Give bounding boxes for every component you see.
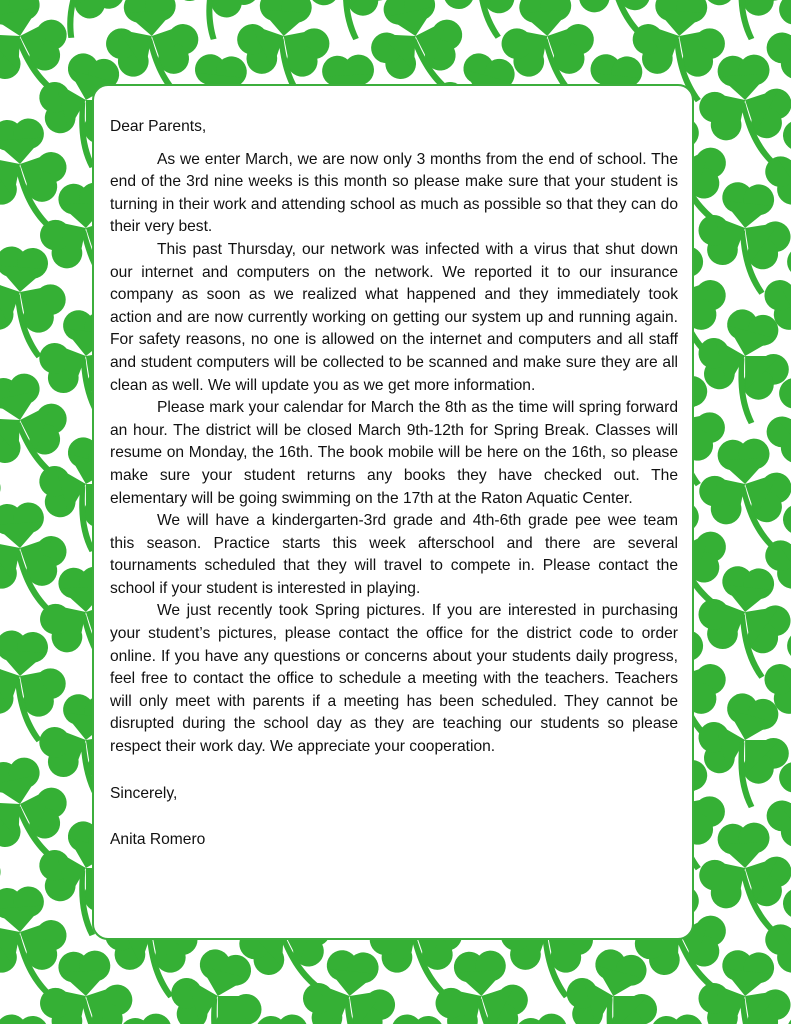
shamrock-icon <box>0 500 76 617</box>
letter-signature: Anita Romero <box>110 831 206 849</box>
letter-paragraph-5: We just recently took Spring pictures. If you are interested in purchasing your student’s pictures, please contact the office for the district code to order online. If you have any questions or concerns about your students daily progress, feel free to contact the office to schedule a meeting with the teachers. Teachers will only meet with parents if a meeting has been scheduled. They cannot be disrupted during the school day as they are teaching our students so please respect their work day. We appreciate your cooperation. <box>110 602 678 756</box>
shamrock-icon <box>0 884 76 1001</box>
shamrock-icon <box>0 116 76 233</box>
letter-closing: Sincerely, <box>110 784 178 802</box>
letter-paragraph-2: This past Thursday, our network was infected with a virus that shut down our internet and computers on the network. We reported it to our insurance company as soon as we realized what happened and they immediately took action and are now currently working on getting our system up and running again. For safety reasons, no one is allowed on the internet and computers and all staff and student computers will be collected to be scanned and make sure they are all clean as well. We will update you as we get more information. <box>110 240 678 394</box>
letter-paragraph-3: Please mark your calendar for March the 8th as the time will spring forward an hour. The district will be closed March 9th-12th for Spring Break. Classes will resume on Monday, the 16th. The book mobile will be here on the 16th, so please make sure your student returns any books they have checked out. The elementary will be going swimming on the 17th at the Raton Aquatic Center. <box>110 399 678 507</box>
letter-paragraph-1: As we enter March, we are now only 3 months from the end of school. The end of the 3rd nine weeks is this month so please make sure that your student is turning in their work and attending school as much as possible so that they can do their very best. <box>110 150 678 236</box>
letter-greeting: Dear Parents, <box>110 118 207 135</box>
letter-paragraph-4: We will have a kindergarten-3rd grade and 4th-6th grade pee wee team this season. Practice starts this week afterschool and there are several tournaments scheduled that they will travel to compete in. Please contact the school if your student is interested in playing. <box>110 512 678 597</box>
letter-card <box>92 84 694 940</box>
